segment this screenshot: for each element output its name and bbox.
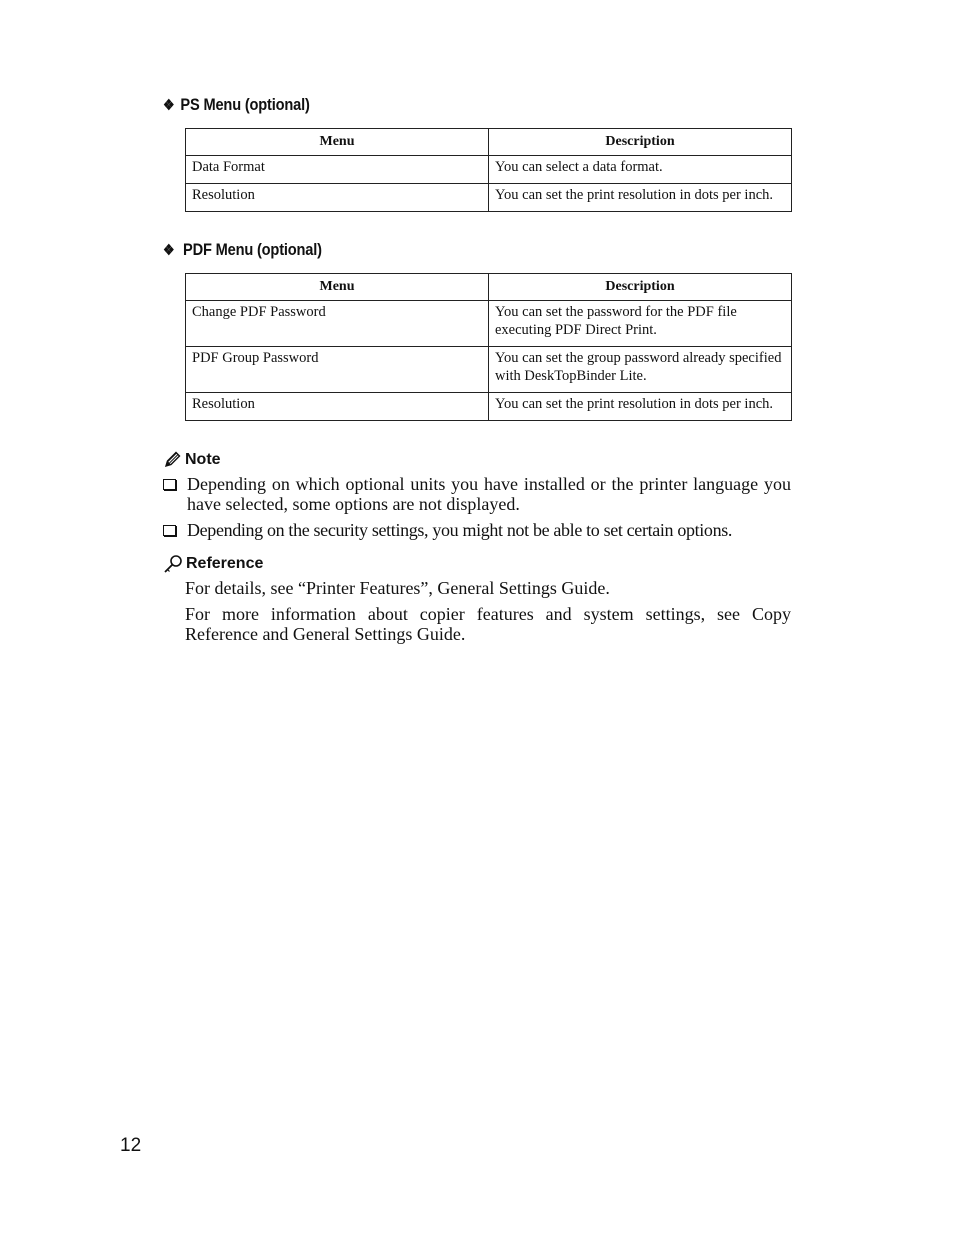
page-number: 12	[120, 1135, 142, 1156]
menu-cell: Resolution	[186, 184, 489, 212]
magnifier-key-icon	[163, 554, 183, 574]
column-header-menu: Menu	[186, 274, 489, 301]
table-header-row	[186, 274, 792, 301]
note-item-text: Depending on the security settings, you might not be able to set certain options.	[187, 520, 733, 540]
pdf-menu-heading-text: PDF Menu (optional)	[182, 240, 322, 259]
menu-cell: Resolution	[186, 393, 489, 421]
column-header-menu: Menu	[186, 129, 489, 156]
description-cell: You can set the group password already specified with DeskTopBinder Lite.	[489, 347, 792, 393]
menu-cell: Change PDF Password	[186, 301, 489, 347]
menu-cell: PDF Group Password	[186, 347, 489, 393]
reference-label: Reference	[186, 555, 264, 572]
list-item	[163, 474, 791, 514]
reference-heading	[163, 554, 263, 574]
description-cell: You can select a data format.	[489, 156, 792, 184]
table-row	[186, 393, 792, 421]
column-header-description: Description	[489, 129, 792, 156]
ps-menu-table	[185, 128, 792, 212]
ps-menu-heading-text: PS Menu (optional)	[180, 95, 310, 114]
checkbox-bullet-icon	[163, 479, 176, 490]
checkbox-bullet-icon	[163, 525, 176, 536]
note-list	[163, 474, 791, 546]
pdf-menu-table	[185, 273, 792, 421]
list-item	[163, 520, 791, 540]
description-cell: You can set the print resolution in dots per inch.	[489, 184, 792, 212]
note-label: Note	[185, 450, 221, 468]
description-cell: You can set the password for the PDF file executing PDF Direct Print.	[489, 301, 792, 347]
table-row	[186, 184, 792, 212]
table-row	[186, 301, 792, 347]
menu-cell: Data Format	[186, 156, 489, 184]
reference-paragraph: For more information about copier features and system settings, see Copy Reference and General Settings Guide.	[185, 604, 791, 644]
note-item-text: Depending on which optional units you have installed or the printer language you have selected, some options are not displayed.	[187, 474, 791, 514]
diamond-bullet-icon: ❖	[163, 97, 175, 114]
reference-paragraph: For details, see “Printer Features”, General Settings Guide.	[185, 578, 610, 598]
description-cell: You can set the print resolution in dots per inch.	[489, 393, 792, 421]
ps-menu-heading	[163, 95, 310, 115]
table-header-row	[186, 129, 792, 156]
column-header-description: Description	[489, 274, 792, 301]
diamond-bullet-icon: ❖	[163, 242, 175, 259]
pencil-icon	[163, 450, 182, 469]
pdf-menu-heading	[163, 240, 322, 260]
table-row	[186, 156, 792, 184]
reference-body	[185, 578, 791, 650]
note-heading	[163, 450, 221, 469]
table-row	[186, 347, 792, 393]
